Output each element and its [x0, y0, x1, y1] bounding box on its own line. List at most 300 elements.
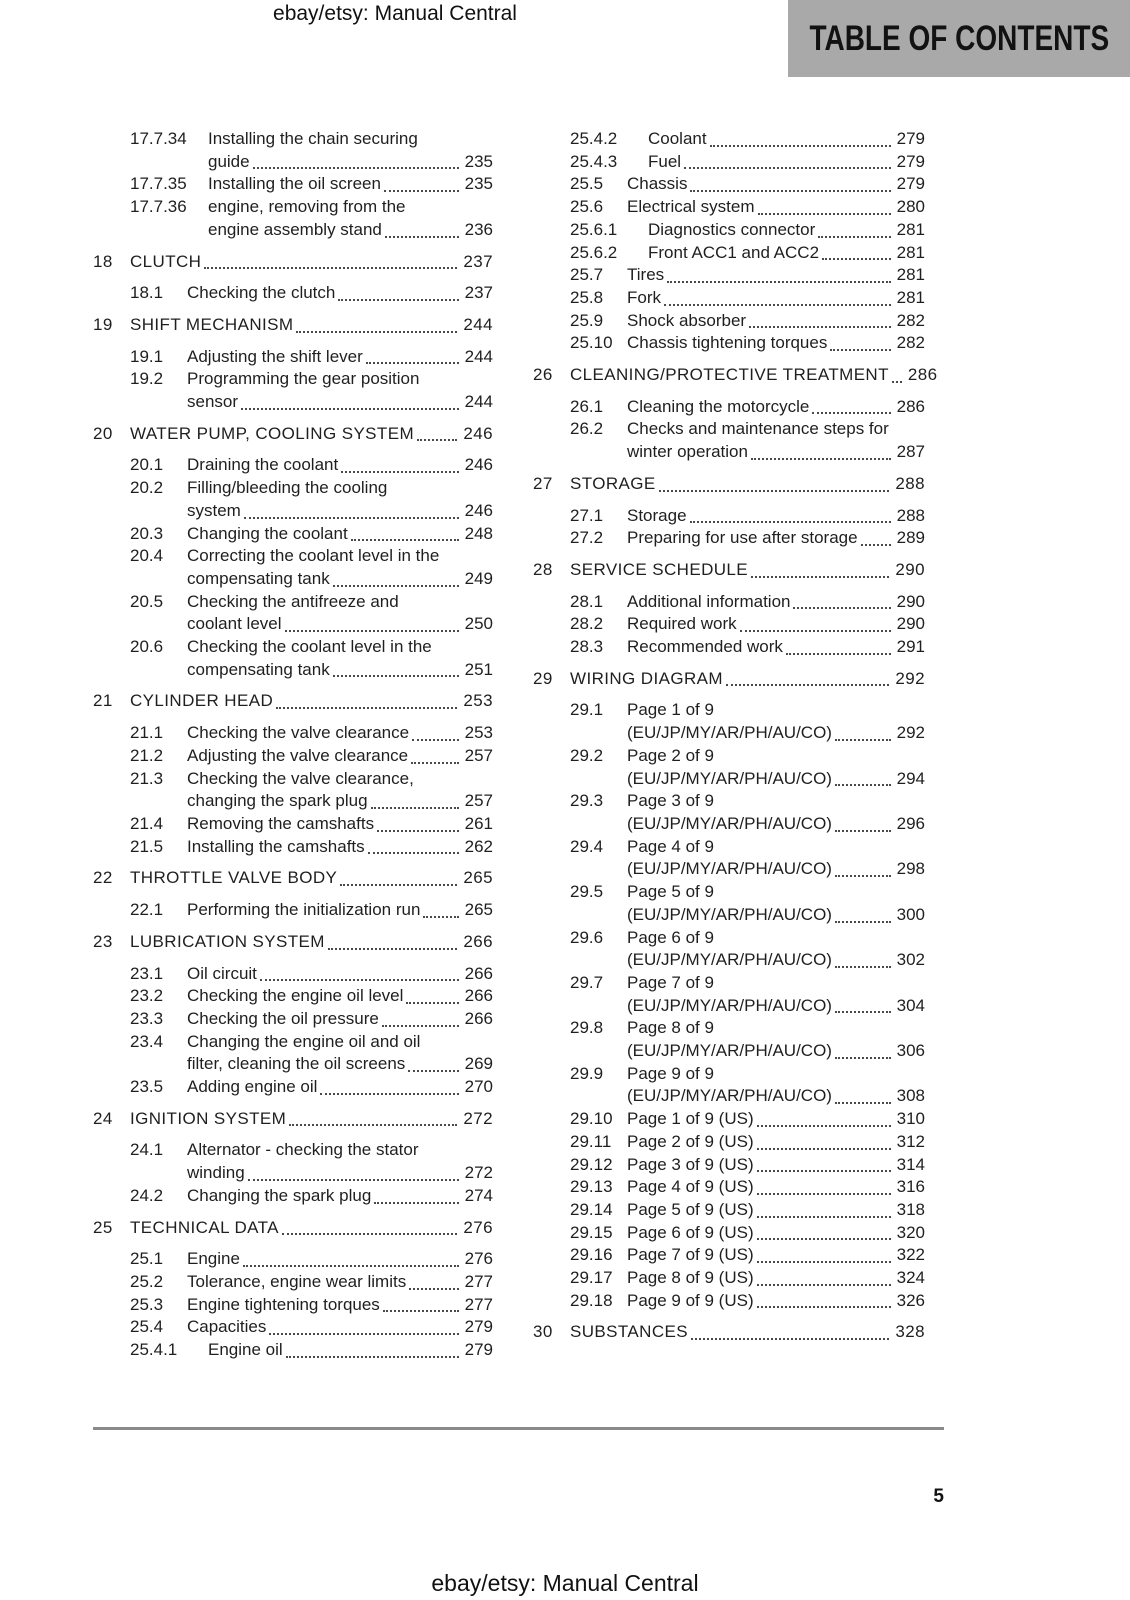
entry-page-number: 300 [896, 904, 925, 924]
toc-entry [533, 332, 925, 355]
toc-entry [93, 1271, 493, 1294]
entry-last-line [187, 985, 493, 1008]
dot-leader [423, 916, 458, 918]
entry-number: 28.3 [570, 637, 604, 657]
entry-number: 21.3 [130, 768, 164, 788]
toc-entry [93, 545, 493, 590]
entry-title-line: Page 5 of 9 [627, 882, 714, 902]
toc-entry [533, 881, 925, 926]
dot-leader [757, 1261, 891, 1263]
entry-content [627, 1108, 925, 1131]
entry-number: 24.2 [130, 1185, 164, 1205]
toc-entry [533, 591, 925, 614]
dot-leader [409, 1288, 458, 1290]
entry-last-line [187, 790, 493, 813]
entry-content [187, 477, 493, 522]
entry-number: 25.8 [570, 287, 604, 307]
entry-content [187, 985, 493, 1008]
entry-content [187, 454, 493, 477]
entry-content [570, 473, 925, 496]
entry-title-line: Page 4 of 9 (US) [627, 1177, 754, 1197]
entry-number: 29.11 [570, 1131, 612, 1151]
entry-last-line [130, 690, 493, 713]
dot-leader [241, 408, 459, 410]
entry-content [130, 1217, 493, 1240]
entry-number: 28.2 [570, 614, 604, 634]
entry-number: 29.17 [570, 1268, 613, 1288]
entry-content [130, 867, 493, 890]
dot-leader [384, 190, 459, 192]
entry-content [187, 722, 493, 745]
entry-last-line [187, 523, 493, 546]
entry-title-line: Checking the coolant level in the [187, 637, 432, 657]
entry-last-line [627, 1176, 925, 1199]
entry-number: 20.6 [130, 637, 164, 657]
entry-content [187, 545, 493, 590]
entry-page-number: 279 [896, 174, 925, 194]
entry-content [627, 881, 925, 926]
entry-title-line: WIRING DIAGRAM [570, 668, 723, 688]
entry-page-number: 249 [464, 568, 493, 588]
entry-page-number: 288 [895, 473, 925, 493]
toc-entry [533, 1131, 925, 1154]
entry-page-number: 250 [464, 614, 493, 634]
entry-title-line: Changing the coolant [187, 523, 348, 543]
entry-page-number: 253 [463, 691, 493, 711]
dot-leader [786, 653, 891, 655]
dot-leader [333, 585, 459, 587]
entry-title-line: changing the spark plug [187, 791, 368, 811]
dot-leader [282, 1233, 458, 1235]
entry-number: 23.2 [130, 986, 164, 1006]
entry-content [187, 1076, 493, 1099]
entry-title-line: (EU/JP/MY/AR/PH/AU/CO) [627, 950, 832, 970]
toc-entry [93, 346, 493, 369]
dot-leader [296, 331, 457, 333]
entry-title-line: CYLINDER HEAD [130, 691, 274, 711]
entry-content [627, 1244, 925, 1267]
entry-title-line: (EU/JP/MY/AR/PH/AU/CO) [627, 723, 832, 743]
entry-title-line: Recommended work [627, 637, 783, 657]
entry-number: 23.4 [130, 1031, 164, 1051]
entry-number: 20.3 [130, 523, 164, 543]
entry-page-number: 306 [896, 1041, 925, 1061]
entry-page-number: 257 [464, 745, 493, 765]
entry-page-number: 294 [896, 768, 925, 788]
entry-last-line [570, 473, 925, 496]
entry-page-number: 246 [464, 455, 493, 475]
toc-entry [533, 128, 925, 151]
entry-number: 29.15 [570, 1222, 613, 1242]
entry-content [208, 128, 493, 173]
dot-leader [338, 299, 458, 301]
entry-title-line: SERVICE SCHEDULE [570, 559, 749, 579]
toc-entry [93, 1248, 493, 1271]
entry-page-number: 298 [896, 859, 925, 879]
entry-title-line: Storage [627, 505, 687, 525]
toc-entry [533, 1222, 925, 1245]
toc-entry [533, 364, 938, 387]
toc-column-right [533, 128, 938, 1353]
entry-content [208, 1339, 493, 1362]
entry-content [627, 1154, 925, 1177]
entry-number: 23.3 [130, 1008, 164, 1028]
entry-page-number: 304 [896, 995, 925, 1015]
toc-entry [93, 1139, 493, 1184]
toc-entry [93, 523, 493, 546]
entry-page-number: 266 [464, 963, 493, 983]
entry-page-number: 266 [463, 931, 493, 951]
dot-leader [757, 1238, 891, 1240]
entry-number: 29.2 [570, 745, 604, 765]
entry-page-number: 265 [463, 868, 493, 888]
entry-number: 17.7.34 [130, 129, 187, 148]
entry-page-number: 235 [464, 174, 493, 194]
entry-page-number: 316 [896, 1177, 925, 1197]
entry-page-number: 282 [896, 310, 925, 330]
toc-entry [533, 1108, 925, 1131]
entry-content [130, 251, 493, 274]
entry-title-line: Page 9 of 9 [627, 1063, 714, 1083]
entry-content [187, 899, 493, 922]
entry-content [187, 1316, 493, 1339]
dot-leader [835, 830, 891, 832]
entry-number: 19.1 [130, 346, 164, 366]
dot-leader [417, 439, 457, 441]
entry-page-number: 279 [464, 1317, 493, 1337]
dot-leader [861, 544, 891, 546]
entry-title-line: Front ACC1 and ACC2 [648, 242, 820, 262]
toc-entry [93, 963, 493, 986]
toc-entry [533, 745, 925, 790]
dot-leader [659, 490, 890, 492]
entry-number: 25.3 [130, 1294, 164, 1314]
entry-content [627, 287, 925, 310]
entry-title-line: guide [208, 151, 250, 171]
entry-title-line: Shock absorber [627, 310, 747, 330]
entry-title-line: sensor [187, 392, 239, 412]
dot-leader [286, 1356, 459, 1358]
entry-content [187, 346, 493, 369]
entry-title-line: Engine [187, 1249, 240, 1269]
dot-leader [253, 167, 459, 169]
entry-number: 29.9 [570, 1063, 604, 1083]
entry-page-number: 244 [463, 314, 493, 334]
entry-title-line: (EU/JP/MY/AR/PH/AU/CO) [627, 768, 832, 788]
entry-last-line [570, 668, 925, 691]
entry-page-number: 274 [464, 1185, 493, 1205]
entry-last-line [187, 346, 493, 369]
entry-title-line: Adjusting the valve clearance [187, 745, 409, 765]
toc-entry [93, 251, 493, 274]
entry-last-line [570, 364, 938, 387]
entry-number: 25.7 [570, 265, 604, 285]
entry-content [627, 196, 925, 219]
entry-number: 25.6.2 [570, 242, 618, 262]
toc-entry [93, 1316, 493, 1339]
toc-entry [533, 559, 925, 582]
dot-leader [758, 213, 891, 215]
entry-title-line: STORAGE [570, 473, 656, 493]
entry-title-line: Fork [627, 287, 661, 307]
entry-last-line [130, 867, 493, 890]
entry-last-line [187, 836, 493, 859]
entry-page-number: 262 [464, 836, 493, 856]
entry-last-line [208, 173, 493, 196]
entry-page-number: 288 [896, 505, 925, 525]
entry-content [627, 927, 925, 972]
entry-content [187, 368, 493, 413]
toc-entry [533, 1267, 925, 1290]
entry-number: 25.6.1 [570, 219, 618, 239]
entry-number: 29.8 [570, 1018, 604, 1038]
entry-content [130, 314, 493, 337]
entry-content [648, 151, 925, 174]
entry-number: 19 [93, 314, 113, 334]
entry-last-line [648, 128, 925, 151]
entry-last-line [627, 287, 925, 310]
entry-page-number: 328 [895, 1322, 925, 1342]
entry-page-number: 244 [464, 346, 493, 366]
entry-title-line: engine assembly stand [208, 219, 382, 239]
entry-title-line: filter, cleaning the oil screens [187, 1054, 406, 1074]
entry-title-line: Chassis [627, 174, 688, 194]
entry-content [187, 1031, 493, 1076]
entry-content [187, 282, 493, 305]
entry-last-line [130, 1108, 493, 1131]
entry-number: 27 [533, 473, 553, 493]
entry-page-number: 290 [896, 614, 925, 634]
toc-entry [93, 173, 493, 196]
entry-title-line: Page 6 of 9 [627, 927, 714, 947]
entry-page-number: 272 [464, 1163, 493, 1183]
entry-title-line: Page 7 of 9 [627, 972, 714, 992]
dot-leader [690, 521, 891, 523]
entry-page-number: 322 [896, 1245, 925, 1265]
toc-entry [93, 454, 493, 477]
entry-last-line [187, 1053, 493, 1076]
toc-entry [533, 242, 925, 265]
dot-leader [664, 304, 891, 306]
entry-page-number: 237 [463, 251, 493, 271]
entry-title-line: Performing the initialization run [187, 900, 421, 920]
toc-entry [533, 1154, 925, 1177]
entry-last-line [627, 396, 925, 419]
entry-page-number: 270 [464, 1077, 493, 1097]
dot-leader [740, 630, 891, 632]
dot-leader [749, 326, 891, 328]
entry-last-line [187, 1162, 493, 1185]
entry-page-number: 266 [464, 986, 493, 1006]
entry-last-line [627, 613, 925, 636]
entry-title-line: Page 3 of 9 (US) [627, 1154, 754, 1174]
entry-last-line [187, 500, 493, 523]
entry-content [187, 1271, 493, 1294]
entry-last-line [627, 527, 925, 550]
toc-entry [93, 1031, 493, 1076]
entry-title-line: Installing the oil screen [208, 174, 381, 194]
dot-leader [691, 1338, 889, 1340]
entry-content [627, 332, 925, 355]
entry-page-number: 282 [896, 333, 925, 353]
toc-entry [533, 1176, 925, 1199]
entry-content [627, 396, 925, 419]
toc-entry [533, 699, 925, 744]
toc-entry [93, 368, 493, 413]
entry-page-number: 279 [896, 151, 925, 171]
toc-entry [533, 1063, 925, 1108]
dot-leader [757, 1216, 891, 1218]
entry-title-line: (EU/JP/MY/AR/PH/AU/CO) [627, 859, 832, 879]
toc-entry [93, 196, 493, 241]
entry-number: 27.2 [570, 528, 604, 548]
entry-last-line [187, 1185, 493, 1208]
dot-leader [285, 630, 459, 632]
dot-leader [366, 362, 459, 364]
dot-leader [835, 921, 891, 923]
dot-leader [371, 807, 459, 809]
entry-title-line: (EU/JP/MY/AR/PH/AU/CO) [627, 995, 832, 1015]
toc-entry [533, 927, 925, 972]
entry-title-line: system [187, 500, 241, 520]
dot-leader [377, 830, 459, 832]
entry-number: 18 [93, 251, 113, 271]
entry-title-line: Capacities [187, 1317, 267, 1337]
toc-entry [93, 1294, 493, 1317]
entry-content [648, 242, 925, 265]
entry-page-number: 324 [896, 1268, 925, 1288]
entry-last-line [208, 219, 493, 242]
entry-number: 29.16 [570, 1245, 613, 1265]
dot-leader [333, 675, 459, 677]
entry-title-line: Oil circuit [187, 963, 257, 983]
footer-rule [93, 1427, 944, 1430]
dot-leader [684, 167, 891, 169]
entry-title-line: Alternator - checking the stator [187, 1140, 419, 1160]
entry-page-number: 280 [896, 197, 925, 217]
entry-page-number: 281 [896, 287, 925, 307]
toc-entry [533, 972, 925, 1017]
toc-entry [93, 836, 493, 859]
toc-entry [93, 931, 493, 954]
entry-last-line [627, 1199, 925, 1222]
toc-entry [93, 899, 493, 922]
entry-title-line: Page 8 of 9 [627, 1018, 714, 1038]
entry-number: 25.10 [570, 333, 613, 353]
entry-number: 25.9 [570, 310, 604, 330]
entry-title-line: Correcting the coolant level in the [187, 546, 440, 566]
entry-title-line: Page 4 of 9 [627, 836, 714, 856]
entry-last-line [627, 813, 925, 836]
entry-last-line [627, 949, 925, 972]
entry-page-number: 277 [464, 1271, 493, 1291]
entry-title-line: Chassis tightening torques [627, 333, 828, 353]
entry-content [627, 264, 925, 287]
entry-page-number: 248 [464, 523, 493, 543]
entry-number: 20.2 [130, 478, 164, 498]
entry-number: 22 [93, 868, 113, 888]
entry-content [570, 364, 938, 387]
entry-last-line [187, 659, 493, 682]
entry-title-line: SHIFT MECHANISM [130, 314, 294, 334]
entry-title-line: Checks and maintenance steps for [627, 419, 889, 439]
entry-number: 29.4 [570, 836, 604, 856]
entry-last-line [627, 1244, 925, 1267]
entry-number: 29 [533, 668, 553, 688]
entry-title-line: THROTTLE VALVE BODY [130, 868, 338, 888]
entry-content [187, 1294, 493, 1317]
toc-entry [93, 1076, 493, 1099]
entry-last-line [627, 1222, 925, 1245]
toc-entry [533, 151, 925, 174]
entry-title-line: LUBRICATION SYSTEM [130, 931, 325, 951]
dot-leader [835, 1057, 891, 1059]
entry-content [627, 613, 925, 636]
entry-page-number: 320 [896, 1222, 925, 1242]
entry-content [627, 1063, 925, 1108]
entry-number: 29.14 [570, 1199, 613, 1219]
entry-title-line: Installing the camshafts [187, 836, 365, 856]
entry-page-number: 277 [464, 1294, 493, 1314]
entry-title-line: Changing the spark plug [187, 1185, 372, 1205]
toc-entry [533, 196, 925, 219]
entry-page-number: 291 [896, 637, 925, 657]
toc-entry [533, 1199, 925, 1222]
entry-page-number: 326 [896, 1290, 925, 1310]
entry-last-line [570, 1321, 925, 1344]
entry-page-number: 265 [464, 900, 493, 920]
toc-entry [93, 985, 493, 1008]
dot-leader [385, 236, 459, 238]
entry-page-number: 235 [464, 151, 493, 171]
entry-number: 17.7.36 [130, 197, 187, 217]
entry-content [187, 523, 493, 546]
entry-page-number: 276 [463, 1217, 493, 1237]
entry-content [627, 1222, 925, 1245]
entry-title-line: Tolerance, engine wear limits [187, 1271, 407, 1291]
entry-number: 30 [533, 1322, 553, 1342]
entry-page-number: 290 [895, 559, 925, 579]
entry-content [187, 745, 493, 768]
entry-number: 26.1 [570, 396, 604, 416]
toc-entry [93, 282, 493, 305]
entry-number: 25.2 [130, 1271, 164, 1291]
entry-page-number: 251 [464, 659, 493, 679]
entry-title-line: Page 3 of 9 [627, 791, 714, 811]
toc-entry [533, 527, 925, 550]
entry-title-line: Programming the gear position [187, 369, 420, 389]
entry-content [187, 836, 493, 859]
entry-number: 17.7.35 [130, 174, 187, 194]
dot-leader [830, 349, 890, 351]
entry-last-line [627, 591, 925, 614]
dot-leader [276, 707, 457, 709]
entry-content [648, 128, 925, 151]
entry-last-line [627, 173, 925, 196]
entry-content [187, 813, 493, 836]
entry-title-line: Checking the oil pressure [187, 1008, 379, 1028]
entry-page-number: 246 [464, 500, 493, 520]
toc-entry [93, 314, 493, 337]
entry-number: 29.5 [570, 882, 604, 902]
entry-title-line: Engine tightening torques [187, 1294, 380, 1314]
dot-leader [408, 1070, 458, 1072]
dot-leader [822, 258, 891, 260]
toc-entry [533, 636, 925, 659]
entry-page-number: 281 [896, 265, 925, 285]
entry-page-number: 318 [896, 1199, 925, 1219]
entry-number: 26.2 [570, 419, 604, 439]
